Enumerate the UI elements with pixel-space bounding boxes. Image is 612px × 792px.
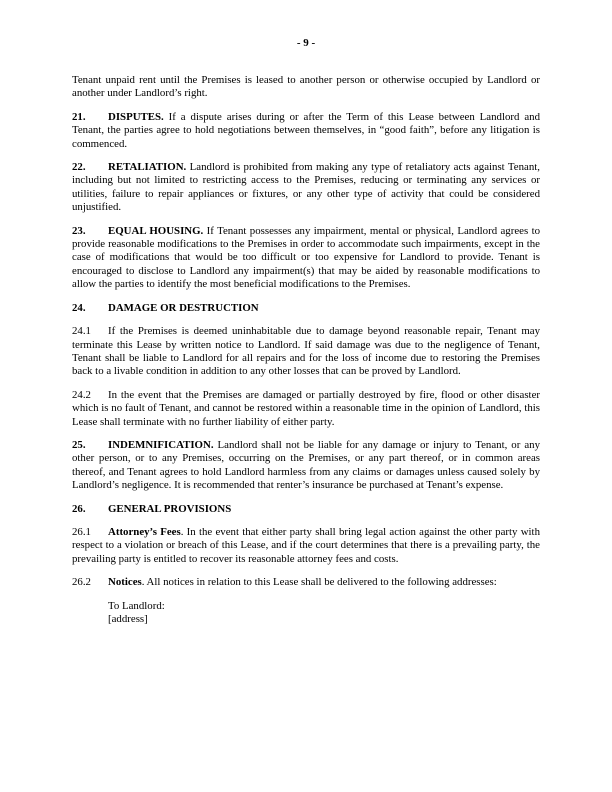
section-25 [72, 439, 540, 493]
section-title: EQUAL HOUSING. [108, 224, 204, 237]
subsection-text: In the event that the Premises are damaged or partially destroyed by fire, flood or other disaster which is no fault of Tenant, and cannot be restored within a reasonable time in the opinion of Landlord, this Lease shall terminate with no further liability of either party. [72, 388, 540, 428]
section-title: RETALIATION. [108, 161, 187, 174]
section-title: GENERAL PROVISIONS [108, 502, 232, 515]
section-24-heading [72, 302, 540, 315]
section-22 [72, 161, 540, 215]
section-title: INDEMNIFICATION. [108, 438, 214, 451]
subsection-24-1 [72, 325, 540, 379]
address-value: [address] [108, 613, 148, 625]
continuation-paragraph: Tenant unpaid rent until the Premises is leased to another person or otherwise occupied by Landlord or another under Landlord’s right. [72, 74, 540, 100]
section-text: If a dispute arises during or after the Term of this Lease between Landlord and Tenant, the parties agree to hold negotiations between themselves, in “good faith”, before any litigation is commenced. [72, 110, 540, 150]
section-text: Landlord shall not be liable for any damage or injury to Tenant, or any other person, or to any Premises, occurring on the Premises, or any part thereof, or in common areas thereof, and Tenant agrees to hold Landlord harmless from any claims or damages unless caused solely by Landlord’s negligence. It is recommended that renter’s insurance be purchased at Tenant’s expense. [72, 438, 540, 492]
section-number: 22. [72, 161, 86, 174]
landlord-address-block [108, 600, 540, 627]
section-number: 26. [72, 502, 86, 515]
subsection-number: 26.2 [72, 576, 91, 589]
document-body [72, 74, 540, 626]
subsection-number: 24.2 [72, 388, 91, 401]
section-title: DAMAGE OR DESTRUCTION [108, 301, 259, 314]
subsection-number: 26.1 [72, 525, 91, 538]
section-number: 23. [72, 224, 86, 237]
subsection-number: 24.1 [72, 325, 91, 338]
section-text: If Tenant possesses any impairment, mental or physical, Landlord agrees to provide reasonable modifications to the Premises in order to accommodate such impairments, except in the case of modifications that would be too difficult or too expensive for Landlord to provide. Tenant is encouraged to disclose to Landlord any impairment(s) that may be aided by reasonable modifications to allow the parties to identify the most beneficial modifications to the Premises. [72, 224, 540, 291]
subsection-text: . All notices in relation to this Lease shall be delivered to the following addresses: [141, 576, 497, 589]
subsection-24-2 [72, 389, 540, 429]
address-label: To Landlord: [108, 599, 165, 612]
section-number: 25. [72, 438, 86, 451]
section-number: 24. [72, 301, 86, 314]
section-26-heading [72, 503, 540, 516]
subsection-title: Notices [108, 576, 142, 589]
section-23 [72, 225, 540, 292]
section-number: 21. [72, 110, 86, 123]
page-number: - 9 - [296, 37, 316, 49]
subsection-title: Attorney’s Fees [108, 525, 181, 538]
section-title: DISPUTES. [108, 110, 164, 123]
subsection-26-2 [72, 576, 540, 589]
section-text: Landlord is prohibited from making any type of retaliatory acts against Tenant, including but not limited to restricting access to the Premises, reducing or terminating any services or utilities, failure to repair appliances or fixtures, or any other type of activity that could be considered unjustified. [72, 161, 540, 214]
subsection-text: If the Premises is deemed uninhabitable due to damage beyond reasonable repair, Tenant may terminate this Lease by written notice to Landlord. If said damage was due to the negligence of Tenant, Tenant shall be liable to Landlord for all repairs and for the loss of income due to restoring the Premises back to a livable condition in addition to any other losses that can be proved by Landlord. [72, 325, 540, 378]
section-21 [72, 111, 540, 151]
subsection-text: . In the event that either party shall bring legal action against the other party with respect to a violation or breach of this Lease, and if the court determines that there is a prevailing party, the prevailing party is entitled to recover its reasonable attorney fees and costs. [72, 525, 540, 565]
subsection-26-1 [72, 526, 540, 566]
